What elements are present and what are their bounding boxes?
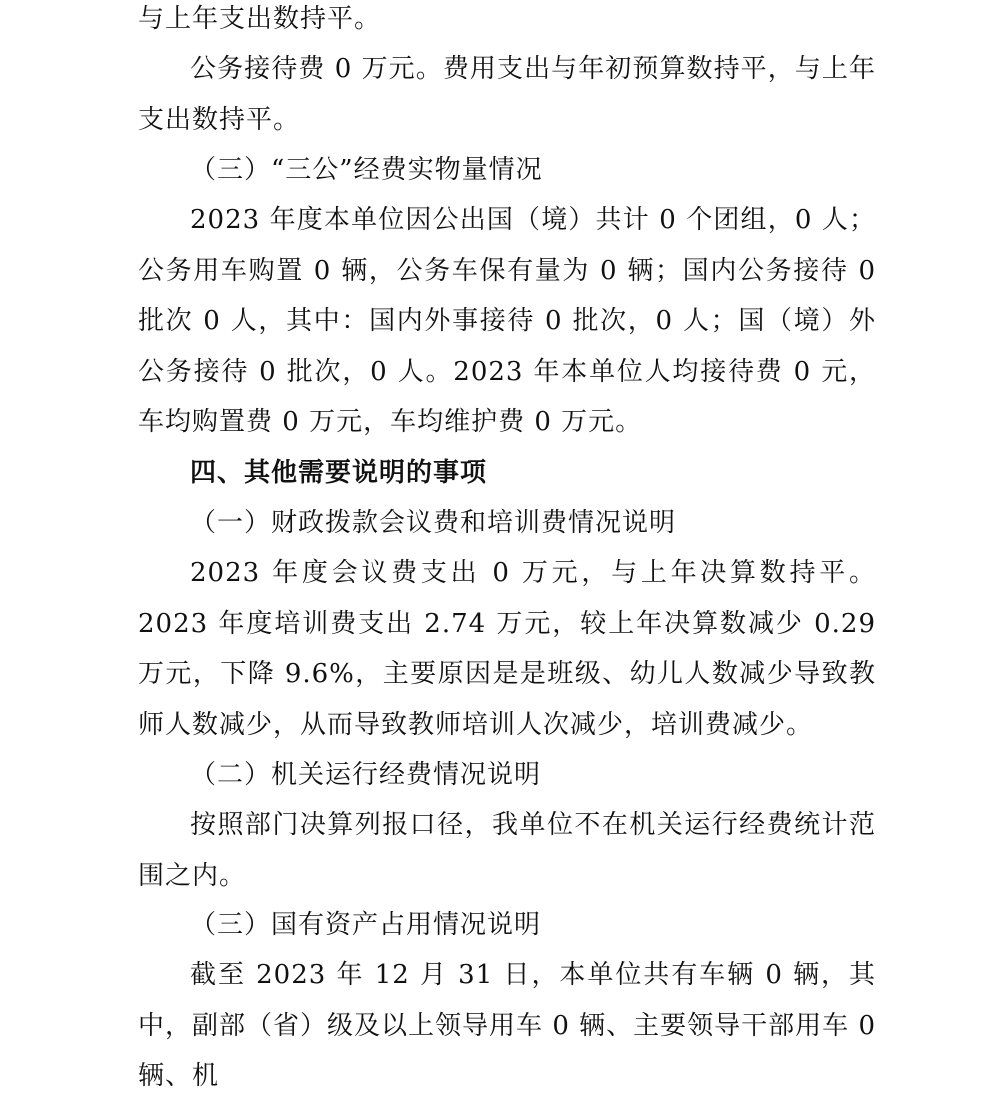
heading-sangong-physical: （三）“三公”经费实物量情况 xyxy=(190,155,543,185)
paragraph-agency-operation: 按照部门决算列报口径，我单位不在机关运行经费统计范围之内。 xyxy=(138,810,876,891)
heading-section-four: 四、其他需要说明的事项 xyxy=(190,458,488,488)
paragraph-continued: 与上年支出数持平。 xyxy=(138,4,382,34)
paragraph-meeting-training: 2023 年度会议费支出 0 万元，与上年决算数持平。2023 年度培训费支出 2.74 万元，较上年决算数减少 0.29 万元，下降 9.6%，主要原因是是班级、幼儿人数减少导致教师人数减少，从而导致教师培训人次减少，培训费减少。 xyxy=(138,558,876,740)
heading-meeting-training: （一）财政拨款会议费和培训费情况说明 xyxy=(190,508,677,538)
heading-agency-operation: （二）机关运行经费情况说明 xyxy=(190,760,542,790)
paragraph-sangong-physical: 2023 年度本单位因公出国（境）共计 0 个团组，0 人；公务用车购置 0 辆，公务车保有量为 0 辆；国内公务接待 0 批次 0 人，其中：国内外事接待 0 批次，0 人；国（境）外公务接待 0 批次，0 人。2023 年本单位人均接待费 0 元，车均购置费 0 万元，车均维护费 0 万元。 xyxy=(138,205,876,437)
paragraph-state-assets: 截至 2023 年 12 月 31 日，本单位共有车辆 0 辆，其中，副部（省）级及以上领导用车 0 辆、主要领导干部用车 0 辆、机 xyxy=(138,960,876,1091)
paragraph-reception-expense: 公务接待费 0 万元。费用支出与年初预算数持平，与上年支出数持平。 xyxy=(138,54,876,135)
heading-state-assets: （三）国有资产占用情况说明 xyxy=(190,910,542,940)
